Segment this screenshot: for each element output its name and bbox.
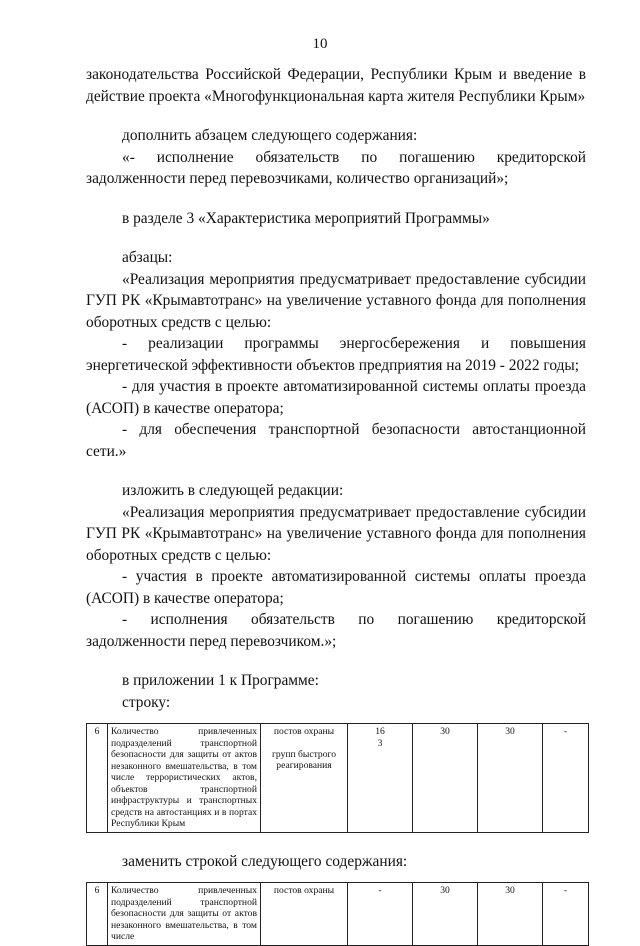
unit-a: постов охраны: [273, 726, 335, 737]
value-cell-1: -: [348, 883, 413, 946]
section1-intro: дополнить абзацем следующего содержания:: [122, 127, 418, 144]
value-cell-3: 30: [478, 724, 543, 833]
unit-cell: постов охраны: [261, 883, 348, 946]
section5-sub: строку:: [122, 693, 171, 711]
section1-text: «- исполнение обязательств по погашению кредиторской задолженности перед перевозчиками, количество организаций»;: [86, 148, 586, 187]
table-original-row: [86, 723, 589, 833]
value-cell-3: 30: [478, 883, 543, 946]
section5-intro: в приложении 1 к Программе:: [122, 672, 319, 689]
indicator-name: Количество привлеченных подразделений транспортной безопасности для защиты от актов незаконного вмешательства, в том числе: [108, 883, 261, 946]
value-1b: 3: [377, 737, 383, 749]
replace-label: заменить строкой следующего содержания:: [122, 852, 408, 870]
value-cell-2: 30: [413, 724, 478, 833]
table-replacement-row: [86, 882, 589, 946]
table-row: [87, 724, 589, 833]
section3-line-4: - для обеспечения транспортной безопасности автостанционной сети.»: [86, 421, 586, 460]
section4-line-2: - участия в проекте автоматизированной системы оплаты проезда (АСОП) в качестве оператора;: [86, 568, 586, 607]
unit-b: групп быстрого реагирования: [271, 748, 337, 771]
section3-line-1: «Реализация мероприятия предусматривает предоставление субсидии ГУП РК «Крымавтотранс» на увеличение уставного фонда для пополнения оборотных средств с целью:: [86, 270, 586, 331]
row-number: 6: [87, 724, 108, 833]
section2-title: в разделе 3 «Характеристика мероприятий Программы»: [122, 209, 490, 227]
row-number: 6: [87, 883, 108, 946]
section3-line-3: - для участия в проекте автоматизированной системы оплаты проезда (АСОП) в качестве оператора;: [86, 378, 586, 417]
value-1a: 16: [375, 726, 385, 737]
section4-line-3: - исполнения обязательств по погашению кредиторской задолженности перед перевозчиком.»;: [86, 611, 586, 650]
value-cell-2: 30: [413, 883, 478, 946]
paragraph-continuation: законодательства Российской Федерации, Республики Крым и введение в действие проекта «Многофункциональная карта жителя Республики Крым»: [86, 66, 586, 105]
value-cell-1: [348, 724, 413, 833]
section3-intro: абзацы:: [122, 249, 173, 266]
document-body: [86, 64, 586, 946]
table-row: [87, 883, 589, 946]
value-cell-4: -: [543, 724, 589, 833]
unit-cell: [261, 724, 348, 833]
section3-line-2: - реализации программы энергосбережения и повышения энергетической эффективности объектов предприятия на 2019 - 2022 годы;: [86, 335, 586, 374]
section4-intro: изложить в следующей редакции:: [122, 482, 344, 499]
value-cell-4: -: [543, 883, 589, 946]
page-number: 10: [312, 36, 328, 52]
section4-line-1: «Реализация мероприятия предусматривает предоставление субсидии ГУП РК «Крымавтотранс» на увеличение уставного фонда для пополнения оборотных средств с целью:: [86, 503, 586, 564]
indicator-name: Количество привлеченных подразделений транспортной безопасности для защиты от актов незаконного вмешательства, в том числе террористических актов, объектов транспортной инфраструктуры и транспортных средств на автостанциях и в портах Республики Крым: [108, 724, 261, 833]
